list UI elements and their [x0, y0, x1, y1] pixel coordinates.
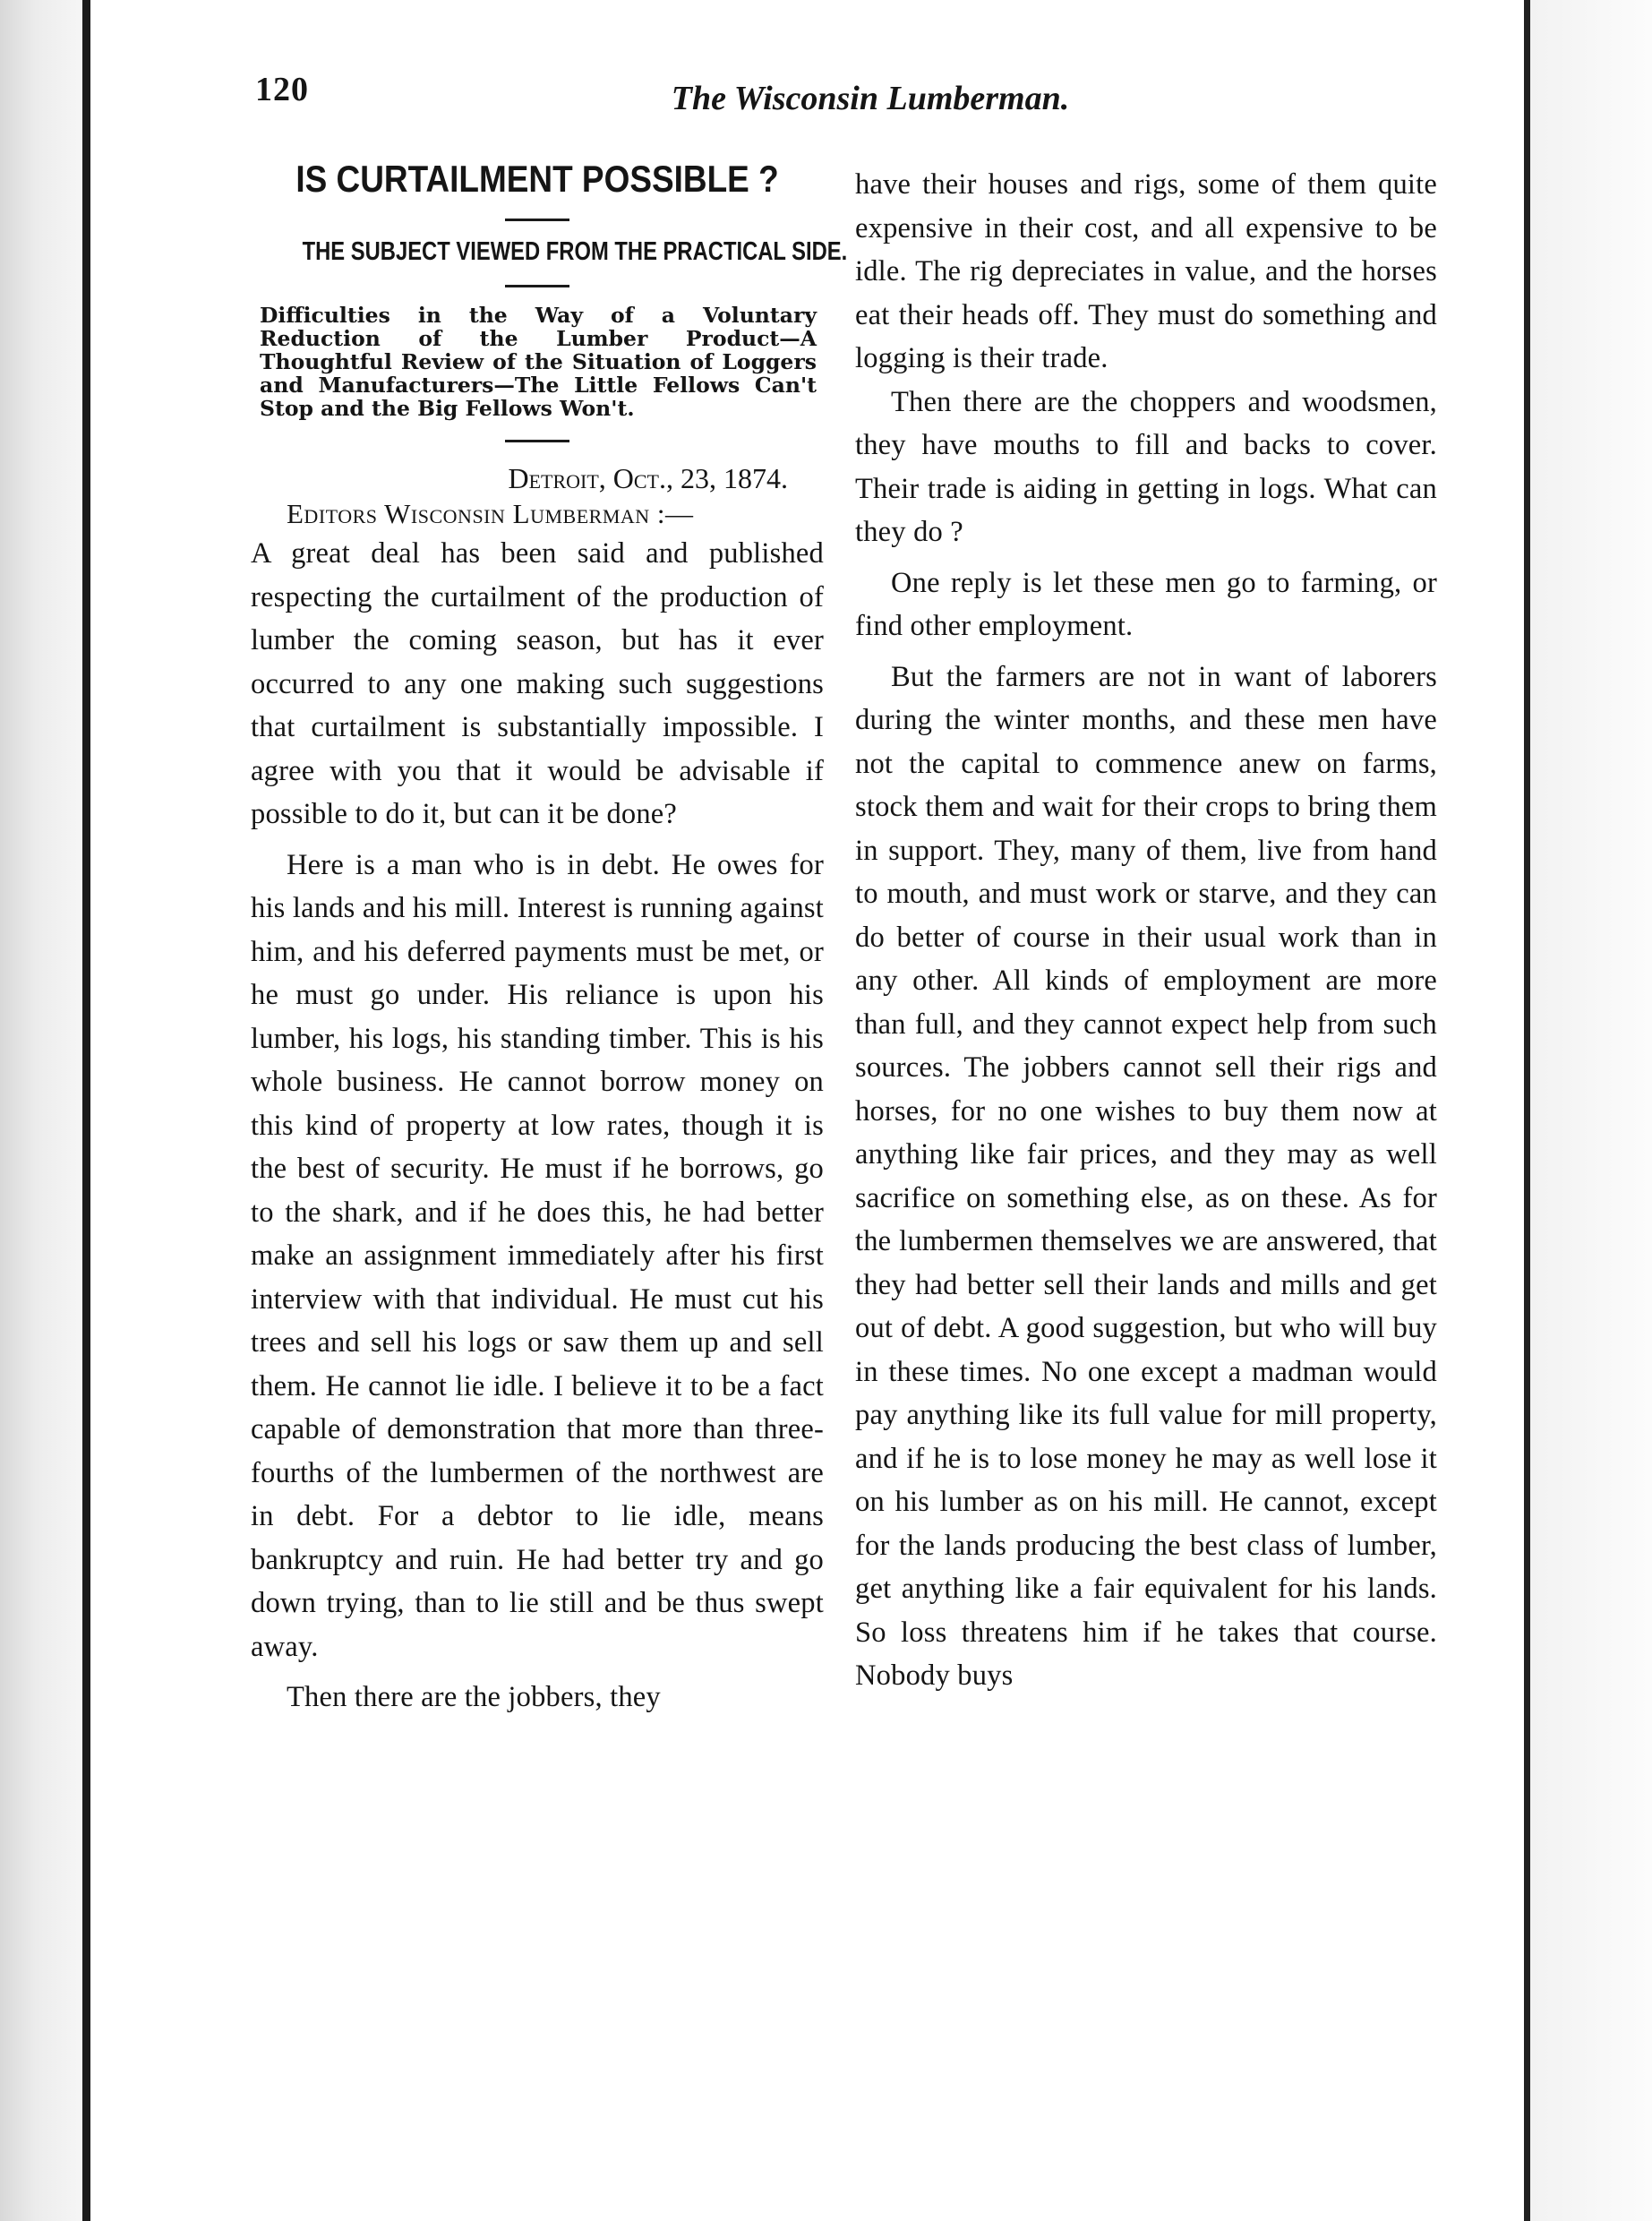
- article-headline: IS CURTAILMENT POSSIBLE ?: [295, 158, 779, 200]
- page-edge-rule: [1524, 0, 1530, 2221]
- paragraph: Then there are the choppers and woodsmen, they have mouths to fill and backs to cover. Their trade is aiding in getting in logs. What can they do ?: [855, 385, 1437, 548]
- binding-rule: [82, 0, 90, 2221]
- paragraph: A great deal has been said and published respecting the curtailment of the production of lumber the coming season, but has it ever occurred to any one making such suggestions that curtailment is substantially impossible. I agree with you that it would be advisable if possible to do it, but can it be done?: [251, 537, 824, 830]
- paragraph: Here is a man who is in debt. He owes for his lands and his mill. Interest is running against him, and his deferred payments must be met, or he must go under. His reliance is upon his lumber, his logs, his standing timber. This is his whole business. He cannot borrow money on this kind of property at low rates, though it is the best of security. He must if he borrows, go to the shark, and if he does this, he had better make an assignment immediately after his first interview with that individual. He must cut his trees and sell his logs or saw them up and sell them. He cannot lie idle. I believe it to be a fact capable of demonstration that more than three-fourths of the lumbermen of the northwest are in debt. For a debtor to lie idle, means bankruptcy and ruin. He had better try and go down trying, than to lie still and be thus swept away.: [251, 848, 824, 1663]
- deck-rule: [505, 440, 569, 442]
- dateline: Detroit, Oct., 23, 1874.: [508, 462, 788, 494]
- paragraph: One reply is let these men go to farming, or find other employment.: [855, 566, 1437, 642]
- paragraph: have their houses and rigs, some of them quite expensive in their cost, and all expensive to be idle. The rig depreciates in value, and the horses eat their heads off. They must do something and logging is their trade.: [855, 168, 1437, 374]
- salutation: Editors Wisconsin Lumberman :—: [287, 498, 694, 529]
- left-column: [251, 154, 848, 1719]
- article-subhead: THE SUBJECT VIEWED FROM THE PRACTICAL SIDE.: [302, 237, 848, 266]
- paragraph: But the farmers are not in want of laborers during the winter months, and these men have not the capital to commence anew on farms, stock them and wait for their crops to bring them in support. They, many of them, live from hand to mouth, and must work or starve, and they can do better of course in their usual work than in any other. All kinds of employment are more than full, and they cannot expect help from such sources. The jobbers cannot sell their rigs and horses, for no one wishes to buy them now at anything like fair prices, and they may as well sacrifice on something else, as on these. As for the lumbermen themselves we are answered, that they had better sell their lands and mills and get out of debt. A good suggestion, but who will buy in these times. No one except a madman would pay anything like its full value for mill property, and if he is to lose money he may as well lose it on his lumber as on his mill. He cannot, except for the lands producing the best class of lumber, get anything like a fair equivalent for his lands. So loss threatens him if he takes that course. Nobody buys: [855, 660, 1437, 1692]
- paragraph: Then there are the jobbers, they: [287, 1681, 661, 1713]
- headline-rule: [505, 219, 569, 221]
- running-head: The Wisconsin Lumberman.: [671, 80, 1070, 117]
- page-number: 120: [255, 71, 309, 108]
- scan-right-margin: [1530, 0, 1652, 2221]
- subhead-rule: [505, 285, 569, 287]
- right-column: [855, 163, 1437, 1698]
- scan-margin: [0, 0, 82, 2221]
- article-deck: Difficulties in the Way of a Voluntary Reduction of the Lumber Product—A Thoughtful Review of the Situation of Loggers and Manufacturers—The Little Fellows Can't Stop and the Big Fellows Won't.: [260, 303, 817, 421]
